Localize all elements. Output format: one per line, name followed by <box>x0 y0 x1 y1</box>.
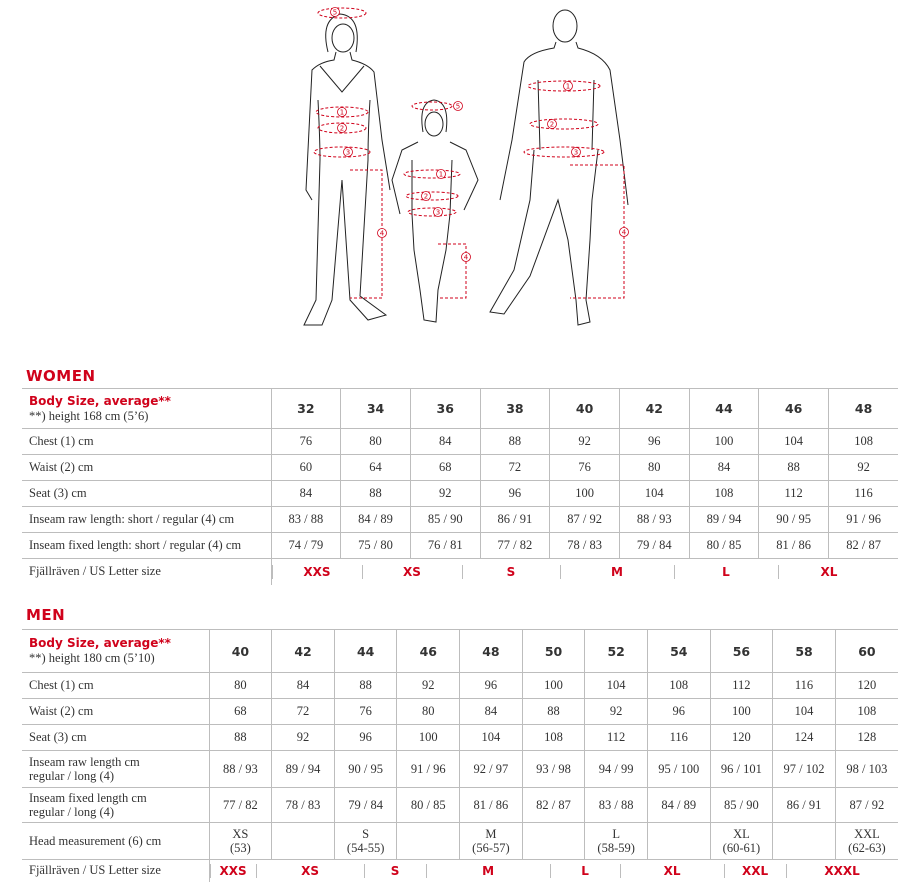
men-value-cell: 77 / 82 <box>209 788 272 823</box>
men-us-size: XXL <box>724 864 786 878</box>
women-value-cell: 80 / 85 <box>689 533 759 559</box>
men-head-size: XL <box>733 827 750 841</box>
women-size-header: 36 <box>410 389 480 429</box>
women-us-size: S <box>462 565 560 579</box>
men-head-cell <box>585 823 648 860</box>
men-value-cell: 91 / 96 <box>397 751 460 788</box>
women-us-label: Fjällräven / US Letter size <box>22 559 271 585</box>
men-size-header: 48 <box>460 630 523 673</box>
men-value-cell: 116 <box>773 673 836 699</box>
men-row-label-line: Inseam raw length cm <box>29 755 140 769</box>
men-header-label: Body Size, average** <box>29 636 171 650</box>
man-figure <box>490 10 628 325</box>
women-value-cell: 82 / 87 <box>829 533 899 559</box>
men-value-cell: 84 <box>272 673 335 699</box>
men-head-cell <box>209 823 272 860</box>
women-value-cell: 77 / 82 <box>480 533 550 559</box>
men-size-header: 46 <box>397 630 460 673</box>
men-size-header: 52 <box>585 630 648 673</box>
men-head-cm: (58-59) <box>597 841 635 855</box>
men-head-measurement-row <box>22 823 898 860</box>
men-header-row <box>22 630 898 673</box>
men-value-cell: 89 / 94 <box>272 751 335 788</box>
men-head-cell <box>460 823 523 860</box>
women-value-cell: 100 <box>689 429 759 455</box>
women-size-header: 46 <box>759 389 829 429</box>
men-value-cell: 96 <box>460 673 523 699</box>
women-us-size-strip <box>272 565 899 579</box>
men-value-cell: 96 / 101 <box>710 751 773 788</box>
men-value-cell: 80 <box>397 699 460 725</box>
men-value-cell: 80 <box>209 673 272 699</box>
men-row-label-line: Inseam fixed length cm <box>29 791 147 805</box>
women-value-cell: 91 / 96 <box>829 507 899 533</box>
women-header-row <box>22 389 898 429</box>
men-measure-row <box>22 725 898 751</box>
women-value-cell: 83 / 88 <box>271 507 341 533</box>
marker-5-label: 5 <box>455 102 461 111</box>
men-value-cell: 97 / 102 <box>773 751 836 788</box>
marker-1-label: 1 <box>339 108 345 117</box>
men-us-size: S <box>364 864 426 878</box>
women-size-header: 42 <box>619 389 689 429</box>
men-us-size-strip <box>210 864 898 878</box>
women-value-cell: 72 <box>480 455 550 481</box>
women-us-size: L <box>674 565 778 579</box>
women-section-title: WOMEN <box>26 367 96 385</box>
men-head-cell <box>522 823 585 860</box>
women-size-header: 32 <box>271 389 341 429</box>
men-head-cm: (53) <box>229 841 251 855</box>
men-size-header: 50 <box>522 630 585 673</box>
women-value-cell: 96 <box>619 429 689 455</box>
men-header-sub: **) height 180 cm (5’10) <box>29 651 155 665</box>
marker-5-label: 5 <box>332 8 338 17</box>
women-value-cell: 85 / 90 <box>410 507 480 533</box>
women-value-cell: 104 <box>619 481 689 507</box>
men-head-cell <box>334 823 397 860</box>
men-value-cell: 92 <box>272 725 335 751</box>
men-value-cell: 82 / 87 <box>522 788 585 823</box>
women-value-cell: 89 / 94 <box>689 507 759 533</box>
women-value-cell: 64 <box>341 455 411 481</box>
men-measure-row <box>22 673 898 699</box>
men-size-header: 58 <box>773 630 836 673</box>
men-value-cell: 95 / 100 <box>647 751 710 788</box>
men-size-table <box>22 629 898 882</box>
men-size-header: 56 <box>710 630 773 673</box>
men-head-size: S <box>362 827 370 841</box>
marker-3-label: 3 <box>435 208 441 217</box>
women-value-cell: 86 / 91 <box>480 507 550 533</box>
men-head-cell <box>272 823 335 860</box>
men-value-cell: 100 <box>710 699 773 725</box>
men-size-header: 44 <box>334 630 397 673</box>
men-value-cell: 92 <box>585 699 648 725</box>
men-value-cell: 96 <box>647 699 710 725</box>
women-measure-row <box>22 481 898 507</box>
men-row-label <box>22 751 209 788</box>
women-value-cell: 88 / 93 <box>619 507 689 533</box>
marker-1-label: 1 <box>438 170 444 179</box>
men-value-cell: 93 / 98 <box>522 751 585 788</box>
men-head-cell <box>835 823 898 860</box>
men-value-cell: 86 / 91 <box>773 788 836 823</box>
women-measure-row <box>22 533 898 559</box>
men-value-cell: 87 / 92 <box>835 788 898 823</box>
men-us-size: L <box>550 864 620 878</box>
women-us-size: M <box>560 565 674 579</box>
women-size-header: 44 <box>689 389 759 429</box>
women-value-cell: 84 <box>410 429 480 455</box>
men-row-label: Waist (2) cm <box>22 699 209 725</box>
men-us-label: Fjällräven / US Letter size <box>22 860 209 882</box>
men-head-size: XS <box>232 827 249 841</box>
women-size-header: 40 <box>550 389 620 429</box>
women-value-cell: 76 <box>550 455 620 481</box>
women-value-cell: 68 <box>410 455 480 481</box>
men-head-size: XXL <box>854 827 880 841</box>
women-value-cell: 112 <box>759 481 829 507</box>
marker-4-label: 4 <box>379 229 385 238</box>
women-row-label: Inseam fixed length: short / regular (4) cm <box>22 533 271 559</box>
women-value-cell: 88 <box>759 455 829 481</box>
men-us-size: M <box>426 864 550 878</box>
men-row-label-line: regular / long (4) <box>29 769 115 783</box>
men-value-cell: 92 / 97 <box>460 751 523 788</box>
men-head-cm: (54-55) <box>346 841 385 855</box>
marker-3-label: 3 <box>345 148 351 157</box>
men-value-cell: 84 / 89 <box>647 788 710 823</box>
men-value-cell: 124 <box>773 725 836 751</box>
men-header-label-cell <box>22 630 209 673</box>
women-value-cell: 84 <box>689 455 759 481</box>
men-value-cell: 83 / 88 <box>585 788 648 823</box>
women-size-header: 48 <box>829 389 899 429</box>
marker-3-label: 3 <box>573 148 579 157</box>
men-value-cell: 108 <box>522 725 585 751</box>
men-value-cell: 112 <box>585 725 648 751</box>
men-value-cell: 72 <box>272 699 335 725</box>
women-value-cell: 60 <box>271 455 341 481</box>
women-value-cell: 87 / 92 <box>550 507 620 533</box>
women-value-cell: 108 <box>689 481 759 507</box>
women-value-cell: 80 <box>619 455 689 481</box>
men-value-cell: 108 <box>835 699 898 725</box>
women-value-cell: 74 / 79 <box>271 533 341 559</box>
women-us-size: XL <box>778 565 880 579</box>
women-row-label: Inseam raw length: short / regular (4) cm <box>22 507 271 533</box>
marker-2-label: 2 <box>549 120 555 129</box>
men-value-cell: 116 <box>647 725 710 751</box>
men-value-cell: 120 <box>835 673 898 699</box>
women-value-cell: 92 <box>829 455 899 481</box>
men-row-label: Chest (1) cm <box>22 673 209 699</box>
men-value-cell: 80 / 85 <box>397 788 460 823</box>
men-value-cell: 76 <box>334 699 397 725</box>
men-value-cell: 85 / 90 <box>710 788 773 823</box>
women-value-cell: 96 <box>480 481 550 507</box>
men-value-cell: 120 <box>710 725 773 751</box>
men-head-cell <box>397 823 460 860</box>
women-measure-row <box>22 455 898 481</box>
men-value-cell: 88 <box>522 699 585 725</box>
men-value-cell: 108 <box>647 673 710 699</box>
women-value-cell: 100 <box>550 481 620 507</box>
men-head-cell <box>647 823 710 860</box>
women-value-cell: 92 <box>410 481 480 507</box>
men-head-cell <box>773 823 836 860</box>
measurement-figures-illustration <box>290 0 640 330</box>
men-value-cell: 79 / 84 <box>334 788 397 823</box>
men-us-size: XL <box>620 864 724 878</box>
women-header-label: Body Size, average** <box>29 393 171 408</box>
women-value-cell: 78 / 83 <box>550 533 620 559</box>
women-size-header: 34 <box>341 389 411 429</box>
men-value-cell: 100 <box>522 673 585 699</box>
women-measure-row <box>22 429 898 455</box>
men-value-cell: 78 / 83 <box>272 788 335 823</box>
marker-1-label: 1 <box>565 82 571 91</box>
women-value-cell: 76 / 81 <box>410 533 480 559</box>
men-head-cm: (60-61) <box>722 841 761 855</box>
men-value-cell: 88 / 93 <box>209 751 272 788</box>
men-section-title: MEN <box>26 606 66 624</box>
women-header-sub: **) height 168 cm (5’6) <box>29 408 149 423</box>
men-value-cell: 100 <box>397 725 460 751</box>
men-head-size: M <box>485 827 497 841</box>
men-value-cell: 128 <box>835 725 898 751</box>
women-value-cell: 88 <box>480 429 550 455</box>
men-value-cell: 104 <box>585 673 648 699</box>
men-value-cell: 84 <box>460 699 523 725</box>
men-value-cell: 104 <box>773 699 836 725</box>
men-size-header: 42 <box>272 630 335 673</box>
women-us-size-row <box>22 559 898 585</box>
women-value-cell: 108 <box>829 429 899 455</box>
women-value-cell: 88 <box>341 481 411 507</box>
men-value-cell: 81 / 86 <box>460 788 523 823</box>
women-value-cell: 75 / 80 <box>341 533 411 559</box>
women-value-cell: 116 <box>829 481 899 507</box>
marker-2-label: 2 <box>339 124 345 133</box>
men-head-label: Head measurement (6) cm <box>22 823 209 860</box>
men-head-size: L <box>612 827 620 841</box>
men-row-label: Seat (3) cm <box>22 725 209 751</box>
women-value-cell: 80 <box>341 429 411 455</box>
women-row-label: Chest (1) cm <box>22 429 271 455</box>
women-size-table <box>22 388 898 585</box>
women-value-cell: 84 / 89 <box>341 507 411 533</box>
men-size-header: 54 <box>647 630 710 673</box>
men-head-cm: (56-57) <box>472 841 510 855</box>
marker-2-label: 2 <box>423 192 429 201</box>
men-value-cell: 68 <box>209 699 272 725</box>
men-value-cell: 90 / 95 <box>334 751 397 788</box>
men-us-size: XXXL <box>786 864 898 878</box>
men-measure-row <box>22 699 898 725</box>
men-size-header: 40 <box>209 630 272 673</box>
women-us-size: XXS <box>272 565 362 579</box>
men-inseam-fixed-row <box>22 788 898 823</box>
marker-4-label: 4 <box>621 228 627 237</box>
women-value-cell: 92 <box>550 429 620 455</box>
men-value-cell: 112 <box>710 673 773 699</box>
men-inseam-raw-row <box>22 751 898 788</box>
men-value-cell: 92 <box>397 673 460 699</box>
men-head-cell <box>710 823 773 860</box>
women-value-cell: 79 / 84 <box>619 533 689 559</box>
women-header-label-cell <box>22 389 271 429</box>
women-value-cell: 76 <box>271 429 341 455</box>
women-measure-row <box>22 507 898 533</box>
men-value-cell: 94 / 99 <box>585 751 648 788</box>
men-value-cell: 88 <box>209 725 272 751</box>
women-value-cell: 81 / 86 <box>759 533 829 559</box>
women-value-cell: 90 / 95 <box>759 507 829 533</box>
men-value-cell: 98 / 103 <box>835 751 898 788</box>
men-value-cell: 88 <box>334 673 397 699</box>
women-size-header: 38 <box>480 389 550 429</box>
women-row-label: Seat (3) cm <box>22 481 271 507</box>
men-us-size-row <box>22 860 898 882</box>
women-value-cell: 104 <box>759 429 829 455</box>
marker-4-label: 4 <box>463 253 469 262</box>
women-value-cell: 84 <box>271 481 341 507</box>
men-row-label <box>22 788 209 823</box>
men-size-header: 60 <box>835 630 898 673</box>
women-us-size: XS <box>362 565 462 579</box>
men-row-label-line: regular / long (4) <box>29 805 115 819</box>
men-value-cell: 104 <box>460 725 523 751</box>
men-us-size: XXS <box>210 864 256 878</box>
men-us-size: XS <box>256 864 364 878</box>
men-head-cm: (62-63) <box>848 841 886 855</box>
men-value-cell: 96 <box>334 725 397 751</box>
women-row-label: Waist (2) cm <box>22 455 271 481</box>
